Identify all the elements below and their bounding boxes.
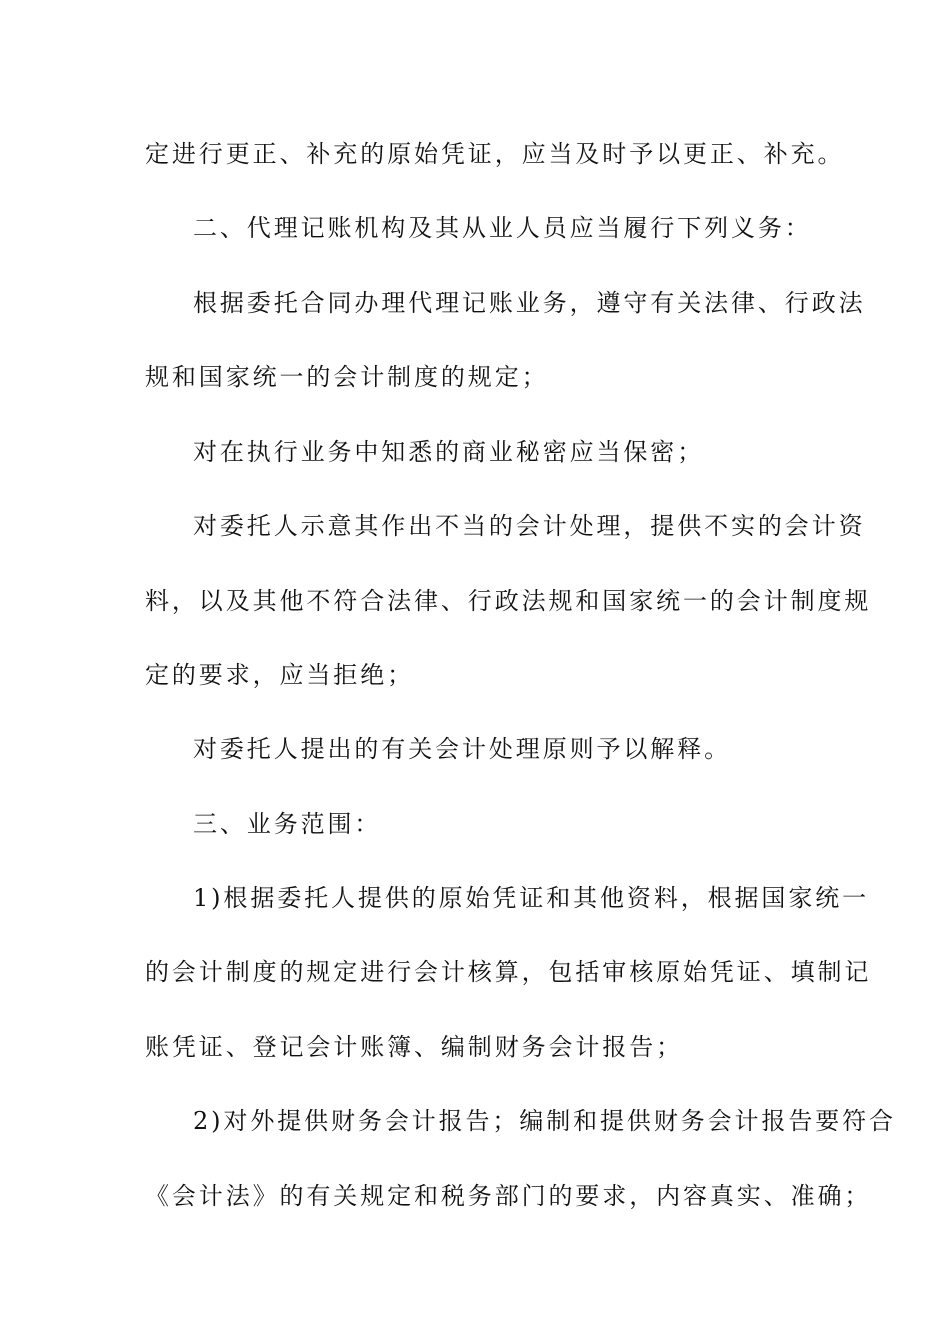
text-line-1: 定进行更正、补充的原始凭证，应当及时予以更正、补充。 [145,140,845,168]
text-line-2: 二、代理记账机构及其从业人员应当履行下列义务： [193,214,812,242]
text-line-4: 规和国家统一的会计制度的规定； [145,363,549,391]
text-line-14: 2)对外提供财务会计报告；编制和提供财务会计报告要符合 [193,1107,896,1135]
text-line-12: 的会计制度的规定进行会计核算，包括审核原始凭证、填制记 [145,958,872,986]
text-line-5: 对在执行业务中知悉的商业秘密应当保密； [193,438,705,466]
text-line-15: 《会计法》的有关规定和税务部门的要求，内容真实、准确； [145,1182,872,1210]
text-line-7: 料，以及其他不符合法律、行政法规和国家统一的会计制度规 [145,587,872,615]
text-line-3: 根据委托合同办理代理记账业务，遵守有关法律、行政法 [193,289,866,317]
text-line-6: 对委托人示意其作出不当的会计处理，提供不实的会计资 [193,512,866,540]
text-line-10: 三、业务范围： [193,810,382,838]
text-line-8: 定的要求，应当拒绝； [145,661,414,689]
text-line-9: 对委托人提出的有关会计处理原则予以解释。 [193,735,731,763]
text-line-13: 账凭证、登记会计账簿、编制财务会计报告； [145,1033,683,1061]
text-line-11: 1)根据委托人提供的原始凭证和其他资料，根据国家统一 [193,884,870,912]
